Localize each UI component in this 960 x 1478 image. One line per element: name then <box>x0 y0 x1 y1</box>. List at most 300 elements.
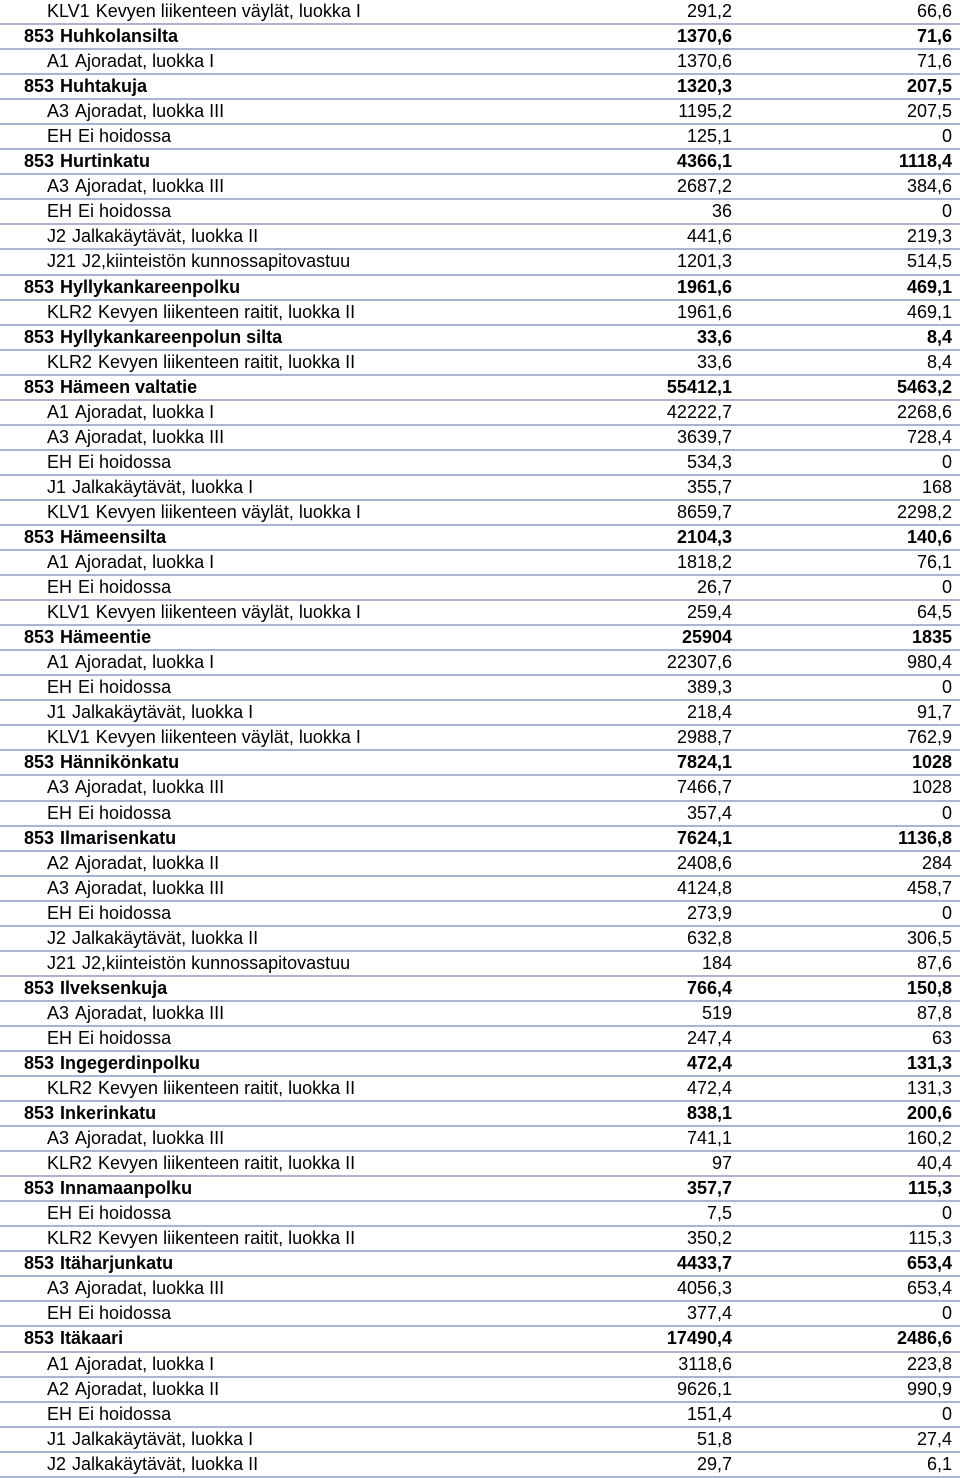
category-code: A1 <box>47 1353 70 1374</box>
value-column-2: 150,8 <box>906 977 952 998</box>
category-code: KLR2 <box>47 351 93 372</box>
category-description: Kevyen liikenteen väylät, luokka I <box>95 501 361 522</box>
row-label <box>47 927 258 950</box>
row-label <box>47 1202 171 1225</box>
row-label <box>47 726 361 749</box>
value-column-2: 6,1 <box>926 1453 952 1474</box>
area-code: 853 <box>24 1103 55 1124</box>
value-column-2: 40,4 <box>916 1153 952 1174</box>
category-row <box>0 200 960 225</box>
category-row <box>0 651 960 676</box>
street-name: Ilmarisenkatu <box>60 827 177 848</box>
street-total-row <box>0 276 960 301</box>
area-code: 853 <box>24 627 55 648</box>
category-row <box>0 1428 960 1453</box>
category-description: Ei hoidossa <box>78 1403 172 1424</box>
value-column-1: 26,7 <box>696 577 732 598</box>
value-column-2: 2486,6 <box>896 1328 952 1349</box>
street-total-row <box>0 25 960 50</box>
row-label <box>24 626 151 649</box>
category-code: A1 <box>47 401 70 422</box>
value-column-1: 4056,3 <box>676 1278 732 1299</box>
category-code: EH <box>47 1027 73 1048</box>
value-column-2: 384,6 <box>906 176 952 197</box>
row-label <box>47 1302 171 1325</box>
category-description: Ajoradat, luokka I <box>75 51 215 72</box>
row-label <box>47 651 214 674</box>
value-column-2: 91,7 <box>916 702 952 723</box>
category-description: Ajoradat, luokka I <box>75 401 215 422</box>
street-total-row <box>0 1252 960 1277</box>
street-name: Hurtinkatu <box>60 151 151 172</box>
street-name: Ilveksenkuja <box>60 977 168 998</box>
category-row <box>0 952 960 977</box>
area-code: 853 <box>24 76 55 97</box>
category-code: J2 <box>47 226 67 247</box>
category-row <box>0 1403 960 1428</box>
category-row <box>0 100 960 125</box>
row-label <box>47 250 350 273</box>
value-column-1: 247,4 <box>686 1027 732 1048</box>
area-code: 853 <box>24 752 55 773</box>
row-label <box>24 1052 200 1075</box>
row-label <box>47 1403 171 1426</box>
category-code: J1 <box>47 1428 67 1449</box>
street-name: Hyllykankareenpolku <box>60 276 241 297</box>
row-label <box>24 1327 123 1350</box>
row-label <box>24 326 282 349</box>
value-column-1: 7,5 <box>706 1203 732 1224</box>
category-code: A3 <box>47 777 70 798</box>
value-column-2: 27,4 <box>916 1428 952 1449</box>
row-label <box>47 1277 224 1300</box>
category-code: KLV1 <box>47 501 90 522</box>
value-column-2: 0 <box>941 1403 952 1424</box>
row-label <box>47 1227 355 1250</box>
category-code: KLV1 <box>47 1 90 21</box>
value-column-1: 51,8 <box>696 1428 732 1449</box>
category-row <box>0 451 960 476</box>
category-code: J1 <box>47 476 67 497</box>
value-column-2: 64,5 <box>916 602 952 623</box>
category-description: Jalkakäytävät, luokka I <box>72 476 254 497</box>
category-description: Ei hoidossa <box>78 451 172 472</box>
value-column-2: 207,5 <box>906 101 952 122</box>
category-row <box>0 50 960 75</box>
street-total-row <box>0 1052 960 1077</box>
value-column-2: 223,8 <box>906 1353 952 1374</box>
value-column-2: 0 <box>941 1203 952 1224</box>
value-column-2: 87,6 <box>916 952 952 973</box>
value-column-2: 207,5 <box>906 76 952 97</box>
row-label <box>24 1252 173 1275</box>
row-label <box>47 1453 258 1476</box>
category-code: KLV1 <box>47 727 90 748</box>
row-label <box>47 601 361 624</box>
row-label <box>47 225 258 248</box>
category-row <box>0 1202 960 1227</box>
category-code: A3 <box>47 1278 70 1299</box>
value-column-1: 7824,1 <box>676 752 732 773</box>
value-column-2: 284 <box>921 852 952 873</box>
value-column-2: 762,9 <box>906 727 952 748</box>
value-column-1: 2408,6 <box>676 852 732 873</box>
area-code: 853 <box>24 26 55 47</box>
value-column-1: 1961,6 <box>676 276 732 297</box>
category-description: Ajoradat, luokka I <box>75 1353 215 1374</box>
category-code: A1 <box>47 51 70 72</box>
value-column-1: 3639,7 <box>676 426 732 447</box>
value-column-2: 0 <box>941 577 952 598</box>
category-code: A1 <box>47 652 70 673</box>
category-code: KLR2 <box>47 301 93 322</box>
category-row <box>0 701 960 726</box>
area-code: 853 <box>24 276 55 297</box>
category-code: J21 <box>47 952 77 973</box>
category-code: A1 <box>47 552 70 573</box>
category-code: J1 <box>47 702 67 723</box>
value-column-1: 472,4 <box>686 1052 732 1073</box>
area-code: 853 <box>24 151 55 172</box>
category-code: J21 <box>47 251 77 272</box>
value-column-1: 1370,6 <box>676 51 732 72</box>
row-label <box>47 0 361 23</box>
row-label <box>47 100 224 123</box>
value-column-2: 458,7 <box>906 877 952 898</box>
category-description: Ajoradat, luokka III <box>75 1002 225 1023</box>
row-label <box>24 376 197 399</box>
category-code: A3 <box>47 1002 70 1023</box>
row-label <box>24 977 167 1000</box>
value-column-1: 25904 <box>681 627 732 648</box>
row-label <box>47 301 355 324</box>
value-column-2: 980,4 <box>906 652 952 673</box>
category-code: EH <box>47 802 73 823</box>
area-code: 853 <box>24 827 55 848</box>
value-column-2: 63 <box>931 1027 952 1048</box>
value-column-1: 4124,8 <box>676 877 732 898</box>
value-column-1: 741,1 <box>686 1128 732 1149</box>
category-code: EH <box>47 677 73 698</box>
value-column-1: 42222,7 <box>666 401 732 422</box>
value-column-2: 728,4 <box>906 426 952 447</box>
category-description: Ei hoidossa <box>78 1203 172 1224</box>
category-code: KLR2 <box>47 1228 93 1249</box>
value-column-1: 2104,3 <box>676 526 732 547</box>
street-name: Hämeentie <box>60 627 152 648</box>
value-column-1: 1195,2 <box>678 101 732 122</box>
value-column-1: 355,7 <box>686 476 732 497</box>
category-row <box>0 1002 960 1027</box>
category-description: Kevyen liikenteen raitit, luokka II <box>98 301 356 322</box>
category-description: Ajoradat, luokka II <box>75 1378 220 1399</box>
category-description: Ei hoidossa <box>78 902 172 923</box>
category-description: Ei hoidossa <box>78 126 172 147</box>
row-label <box>24 751 179 774</box>
category-description: Kevyen liikenteen raitit, luokka II <box>98 1153 356 1174</box>
category-row <box>0 1302 960 1327</box>
value-column-2: 66,6 <box>916 1 952 21</box>
category-description: Ajoradat, luokka I <box>75 652 215 673</box>
area-code: 853 <box>24 526 55 547</box>
street-total-row <box>0 1177 960 1202</box>
row-label <box>47 877 224 900</box>
value-column-1: 1201,3 <box>676 251 732 272</box>
value-column-1: 838,1 <box>686 1103 732 1124</box>
row-label <box>47 1428 253 1451</box>
value-column-2: 514,5 <box>906 251 952 272</box>
row-label <box>47 676 171 699</box>
row-label <box>24 526 166 549</box>
area-code: 853 <box>24 376 55 397</box>
value-column-2: 1028 <box>911 752 952 773</box>
category-code: EH <box>47 1303 73 1324</box>
row-label <box>47 175 224 198</box>
street-name: Innamaanpolku <box>60 1178 193 1199</box>
value-column-1: 766,4 <box>686 977 732 998</box>
category-row <box>0 476 960 501</box>
value-column-2: 71,6 <box>916 51 952 72</box>
value-column-1: 7624,1 <box>676 827 732 848</box>
street-total-row <box>0 827 960 852</box>
row-label <box>24 1177 192 1200</box>
row-label <box>47 902 171 925</box>
category-row <box>0 776 960 801</box>
street-name: Huhkolansilta <box>60 26 179 47</box>
value-column-1: 55412,1 <box>666 376 732 397</box>
row-label <box>47 1077 355 1100</box>
value-column-1: 259,4 <box>686 602 732 623</box>
category-row <box>0 1227 960 1252</box>
category-description: Jalkakäytävät, luokka I <box>72 702 254 723</box>
category-code: A3 <box>47 877 70 898</box>
row-label <box>47 852 219 875</box>
street-name: Ingegerdinpolku <box>60 1052 201 1073</box>
category-row <box>0 802 960 827</box>
category-description: Ajoradat, luokka III <box>75 877 225 898</box>
value-column-1: 534,3 <box>686 451 732 472</box>
value-column-1: 36 <box>711 201 732 222</box>
row-label <box>47 802 171 825</box>
value-column-2: 653,4 <box>906 1278 952 1299</box>
value-column-1: 22307,6 <box>666 652 732 673</box>
value-column-2: 0 <box>941 1303 952 1324</box>
value-column-2: 115,3 <box>908 1228 952 1249</box>
row-label <box>47 1152 355 1175</box>
category-code: A2 <box>47 852 70 873</box>
category-row <box>0 351 960 376</box>
category-code: EH <box>47 1403 73 1424</box>
area-code: 853 <box>24 1052 55 1073</box>
value-column-2: 653,4 <box>906 1253 952 1274</box>
value-column-2: 1118,4 <box>898 151 952 172</box>
value-column-2: 160,2 <box>906 1128 952 1149</box>
category-description: Jalkakäytävät, luokka II <box>72 1453 259 1474</box>
category-row <box>0 902 960 927</box>
value-column-1: 4433,7 <box>676 1253 732 1274</box>
category-row <box>0 0 960 25</box>
row-label <box>47 50 214 73</box>
category-row <box>0 175 960 200</box>
value-column-2: 0 <box>941 201 952 222</box>
value-column-2: 5463,2 <box>896 376 952 397</box>
category-description: Ei hoidossa <box>78 1303 172 1324</box>
category-code: A3 <box>47 426 70 447</box>
value-column-1: 377,4 <box>686 1303 732 1324</box>
row-label <box>24 276 240 299</box>
street-total-row <box>0 626 960 651</box>
category-description: Ajoradat, luokka III <box>75 176 225 197</box>
category-row <box>0 501 960 526</box>
category-description: Jalkakäytävät, luokka I <box>72 1428 254 1449</box>
row-label <box>47 1378 219 1401</box>
category-row <box>0 877 960 902</box>
street-total-row <box>0 1327 960 1352</box>
category-description: Kevyen liikenteen väylät, luokka I <box>95 602 361 623</box>
category-code: KLR2 <box>47 1153 93 1174</box>
area-code: 853 <box>24 1178 55 1199</box>
street-total-row <box>0 751 960 776</box>
value-column-2: 0 <box>941 677 952 698</box>
value-column-1: 17490,4 <box>666 1328 732 1349</box>
category-row <box>0 1077 960 1102</box>
value-column-1: 1320,3 <box>676 76 732 97</box>
category-code: J2 <box>47 927 67 948</box>
category-row <box>0 576 960 601</box>
row-label <box>47 476 253 499</box>
category-description: Ajoradat, luokka I <box>75 552 215 573</box>
row-label <box>47 501 361 524</box>
value-column-2: 1136,8 <box>897 827 952 848</box>
value-column-1: 2988,7 <box>676 727 732 748</box>
value-column-2: 76,1 <box>916 552 952 573</box>
category-description: Ajoradat, luokka III <box>75 426 225 447</box>
category-row <box>0 1453 960 1478</box>
category-code: A3 <box>47 101 70 122</box>
value-column-2: 0 <box>941 451 952 472</box>
category-row <box>0 401 960 426</box>
category-code: A2 <box>47 1378 70 1399</box>
street-total-row <box>0 526 960 551</box>
row-label <box>47 1353 214 1376</box>
value-column-1: 1961,6 <box>676 301 732 322</box>
category-code: KLV1 <box>47 602 90 623</box>
value-column-2: 8,4 <box>926 351 952 372</box>
row-label <box>47 401 214 424</box>
category-description: Jalkakäytävät, luokka II <box>72 226 259 247</box>
street-name: Inkerinkatu <box>60 1103 157 1124</box>
street-name: Hämeen valtatie <box>60 376 198 397</box>
value-column-1: 29,7 <box>696 1453 732 1474</box>
value-column-2: 131,3 <box>906 1052 952 1073</box>
value-column-2: 1028 <box>911 777 952 798</box>
value-column-1: 218,4 <box>686 702 732 723</box>
category-code: EH <box>47 201 73 222</box>
row-label <box>24 827 176 850</box>
value-column-1: 33,6 <box>696 326 732 347</box>
category-row <box>0 601 960 626</box>
value-column-1: 184 <box>701 952 732 973</box>
value-column-2: 219,3 <box>906 226 952 247</box>
value-column-1: 33,6 <box>696 351 732 372</box>
value-column-1: 357,7 <box>686 1178 732 1199</box>
value-column-1: 1370,6 <box>676 26 732 47</box>
category-row <box>0 927 960 952</box>
value-column-2: 200,6 <box>906 1103 952 1124</box>
category-row <box>0 301 960 326</box>
row-label <box>47 1002 224 1025</box>
category-description: Ajoradat, luokka III <box>75 1128 225 1149</box>
row-label <box>47 551 214 574</box>
category-row <box>0 1378 960 1403</box>
category-code: A3 <box>47 176 70 197</box>
street-total-row <box>0 1102 960 1127</box>
value-column-2: 87,8 <box>916 1002 952 1023</box>
category-row <box>0 676 960 701</box>
row-label <box>47 1127 224 1150</box>
street-name: Hyllykankareenpolun silta <box>60 326 283 347</box>
category-description: J2,kiinteistön kunnossapitovastuu <box>82 251 351 272</box>
category-description: Jalkakäytävät, luokka II <box>72 927 259 948</box>
value-column-2: 2268,6 <box>896 401 952 422</box>
category-description: Ajoradat, luokka II <box>75 852 220 873</box>
row-label <box>47 701 253 724</box>
value-column-2: 1835 <box>911 627 952 648</box>
value-column-2: 0 <box>941 126 952 147</box>
category-description: Kevyen liikenteen raitit, luokka II <box>98 1078 356 1099</box>
category-code: A3 <box>47 1128 70 1149</box>
category-row <box>0 1127 960 1152</box>
category-description: Ajoradat, luokka III <box>75 777 225 798</box>
value-column-2: 71,6 <box>916 26 952 47</box>
category-row <box>0 551 960 576</box>
area-code: 853 <box>24 1328 55 1349</box>
row-label <box>47 451 171 474</box>
street-name: Itäharjunkatu <box>60 1253 174 1274</box>
category-description: Ei hoidossa <box>78 1027 172 1048</box>
category-description: Ei hoidossa <box>78 577 172 598</box>
value-column-1: 350,2 <box>686 1228 732 1249</box>
value-column-1: 357,4 <box>686 802 732 823</box>
value-column-2: 168 <box>921 476 952 497</box>
row-label <box>24 25 178 48</box>
value-column-2: 306,5 <box>906 927 952 948</box>
area-code: 853 <box>24 326 55 347</box>
category-description: Kevyen liikenteen raitit, luokka II <box>98 351 356 372</box>
category-row <box>0 250 960 275</box>
value-column-1: 441,6 <box>686 226 732 247</box>
value-column-2: 990,9 <box>906 1378 952 1399</box>
category-row <box>0 1152 960 1177</box>
category-code: KLR2 <box>47 1078 93 1099</box>
area-code: 853 <box>24 977 55 998</box>
value-column-1: 125,1 <box>686 126 732 147</box>
category-description: Ajoradat, luokka III <box>75 1278 225 1299</box>
street-name: Huhtakuja <box>60 76 148 97</box>
street-name: Itäkaari <box>60 1328 124 1349</box>
street-total-row <box>0 326 960 351</box>
row-label <box>47 776 224 799</box>
row-label <box>47 952 350 975</box>
category-row <box>0 225 960 250</box>
value-column-1: 8659,7 <box>676 501 732 522</box>
street-total-row <box>0 977 960 1002</box>
category-description: Kevyen liikenteen väylät, luokka I <box>95 1 361 21</box>
category-description: Ajoradat, luokka III <box>75 101 225 122</box>
value-column-2: 2298,2 <box>896 501 952 522</box>
row-label <box>24 75 147 98</box>
street-name: Hämeensilta <box>60 526 167 547</box>
